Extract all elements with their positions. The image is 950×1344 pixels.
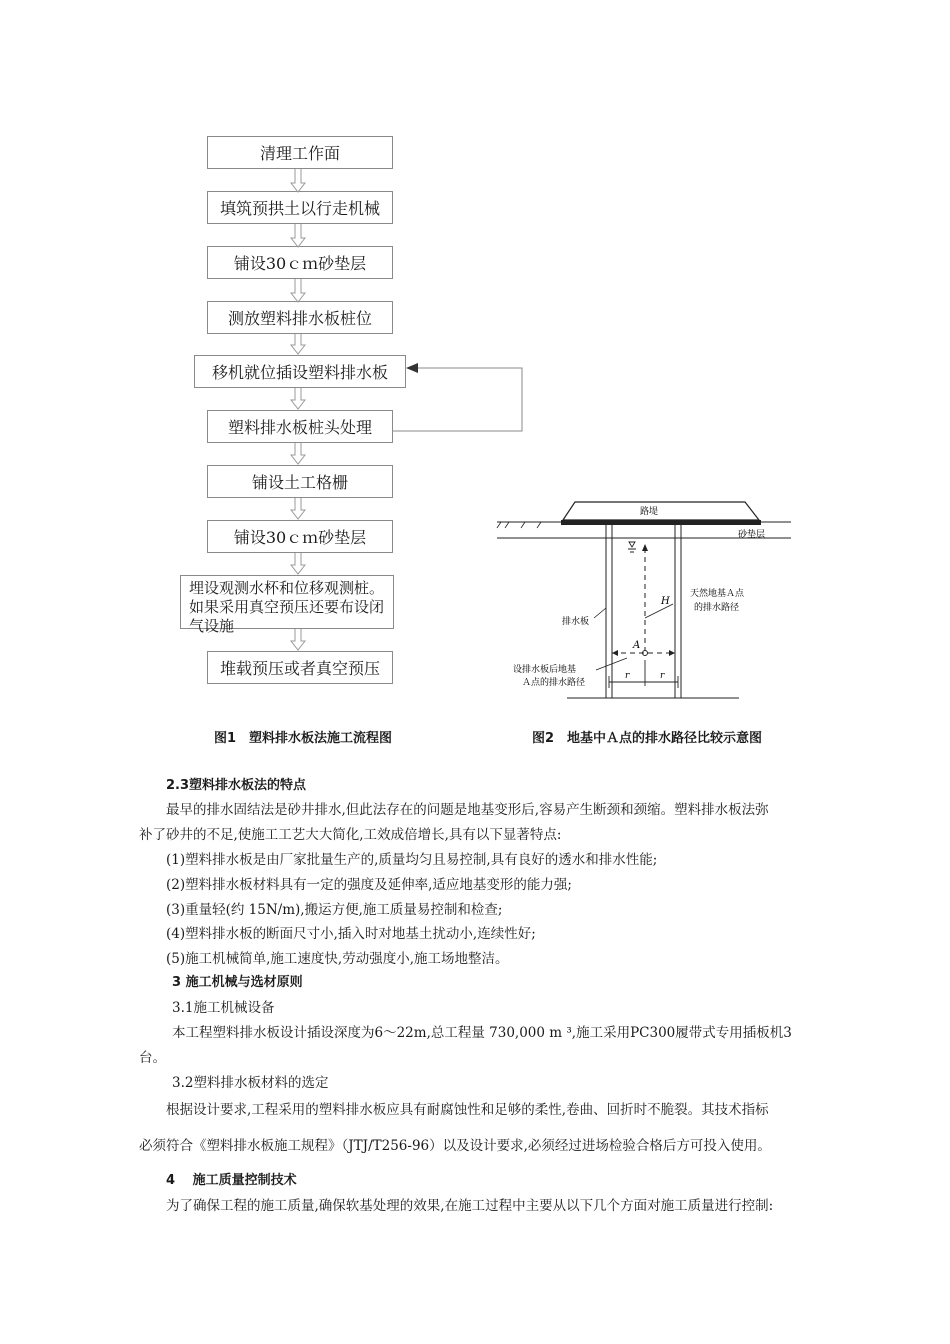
embankment-shape	[563, 502, 759, 520]
label-after-path-2: Ａ点的排水路径	[522, 678, 586, 688]
flow-arrow-icon	[290, 629, 306, 651]
paragraph-1-line-2: 补了砂井的不足,使施工工艺大大简化,工效成倍增长,具有以下显著特点:	[139, 827, 562, 843]
flow-arrow-icon	[290, 334, 306, 355]
section-3-1-heading: 3.1施工机械设备	[172, 1000, 275, 1016]
label-r-left: r	[625, 671, 630, 681]
water-level-icon	[628, 542, 636, 552]
list-item-2: (2)塑料排水板材料具有一定的强度及延伸率,适应地基变形的能力强;	[166, 877, 572, 893]
paragraph-3-line-2: 必须符合《塑料排水板施工规程》（JTJ/T256-96）以及设计要求,必须经过进场检验合格后方可投入使用。	[139, 1138, 771, 1154]
drainage-path-diagram	[495, 500, 795, 705]
flow-step-8: 铺设30ｃｍ砂垫层	[207, 520, 393, 553]
flow-step-4: 测放塑料排水板桩位	[207, 301, 393, 334]
label-sand-cushion: 砂垫层	[738, 530, 766, 540]
sand-cushion-layer	[561, 520, 761, 525]
label-after-path-1: 设排水板后地基	[513, 665, 577, 675]
flow-arrow-icon	[290, 169, 306, 194]
section-3-heading: 3 施工机械与选材原则	[172, 975, 303, 990]
list-item-3: (3)重量轻(约 15N/m),搬运方便,施工质量易控制和检查;	[166, 902, 503, 918]
flow-arrow-icon	[290, 553, 306, 575]
flow-arrow-icon	[290, 279, 306, 304]
figure2-caption: 图2 地基中Ａ点的排水路径比较示意图	[532, 731, 763, 746]
list-item-4: (4)塑料排水板的断面尺寸小,插入时对地基土扰动小,连续性好;	[166, 926, 536, 942]
flow-step-5: 移机就位插设塑料排水板	[194, 355, 406, 388]
flow-step-9: 埋设观测水杯和位移观测桩。 如果采用真空预压还要布设闭 气设施	[180, 575, 394, 629]
flow-step-2: 填筑预拱土以行走机械	[207, 191, 393, 224]
label-a: A	[633, 640, 641, 651]
section-3-2-heading: 3.2塑料排水板材料的选定	[172, 1075, 329, 1091]
flow-step-7: 铺设土工格栅	[207, 465, 393, 498]
label-r-right: r	[660, 671, 665, 681]
list-item-1: (1)塑料排水板是由厂家批量生产的,质量均匀且易控制,具有良好的透水和排水性能;	[166, 852, 658, 868]
paragraph-2-line-2: 台。	[139, 1050, 166, 1066]
label-natural-path-1: 天然地基Ａ点	[690, 589, 745, 599]
flow-step-10: 堆载预压或者真空预压	[207, 651, 393, 684]
label-natural-path-2: 的排水路径	[694, 603, 740, 613]
section-4-heading: 4 施工质量控制技术	[166, 1173, 297, 1188]
paragraph-1-line-1: 最早的排水固结法是砂井排水,但此法存在的问题是地基变形后,容易产生断颈和颈缩。塑料排水板法弥	[166, 802, 769, 818]
figure1-caption: 图1 塑料排水板法施工流程图	[214, 731, 393, 746]
label-embankment: 路堤	[639, 507, 659, 517]
flow-arrow-icon	[290, 443, 306, 465]
flow-step-6: 塑料排水板桩头处理	[207, 410, 393, 443]
flow-arrow-icon	[290, 224, 306, 249]
paragraph-3-line-1: 根据设计要求,工程采用的塑料排水板应具有耐腐蚀性和足够的柔性,卷曲、回折时不脆裂。其技术指标	[166, 1102, 769, 1118]
flow-arrow-icon	[290, 498, 306, 520]
flow-step-3: 铺设30ｃｍ砂垫层	[207, 246, 393, 279]
paragraph-2-line-1: 本工程塑料排水板设计插设深度为6～22m,总工程量 730,000 m ³,施工采用PC300履带式专用插板机3	[172, 1025, 792, 1041]
flow-step-1: 清理工作面	[207, 136, 393, 169]
label-drain-board: 排水板	[562, 617, 590, 627]
paragraph-4-line-1: 为了确保工程的施工质量,确保软基处理的效果,在施工过程中主要从以下几个方面对施工质量进行控制:	[166, 1198, 774, 1214]
list-item-5: (5)施工机械简单,施工速度快,劳动强度小,施工场地整洁。	[166, 951, 509, 967]
section-2-3-heading: 2.3塑料排水板法的特点	[166, 778, 307, 793]
flow-arrow-icon	[290, 388, 306, 410]
label-h: H	[661, 596, 670, 607]
